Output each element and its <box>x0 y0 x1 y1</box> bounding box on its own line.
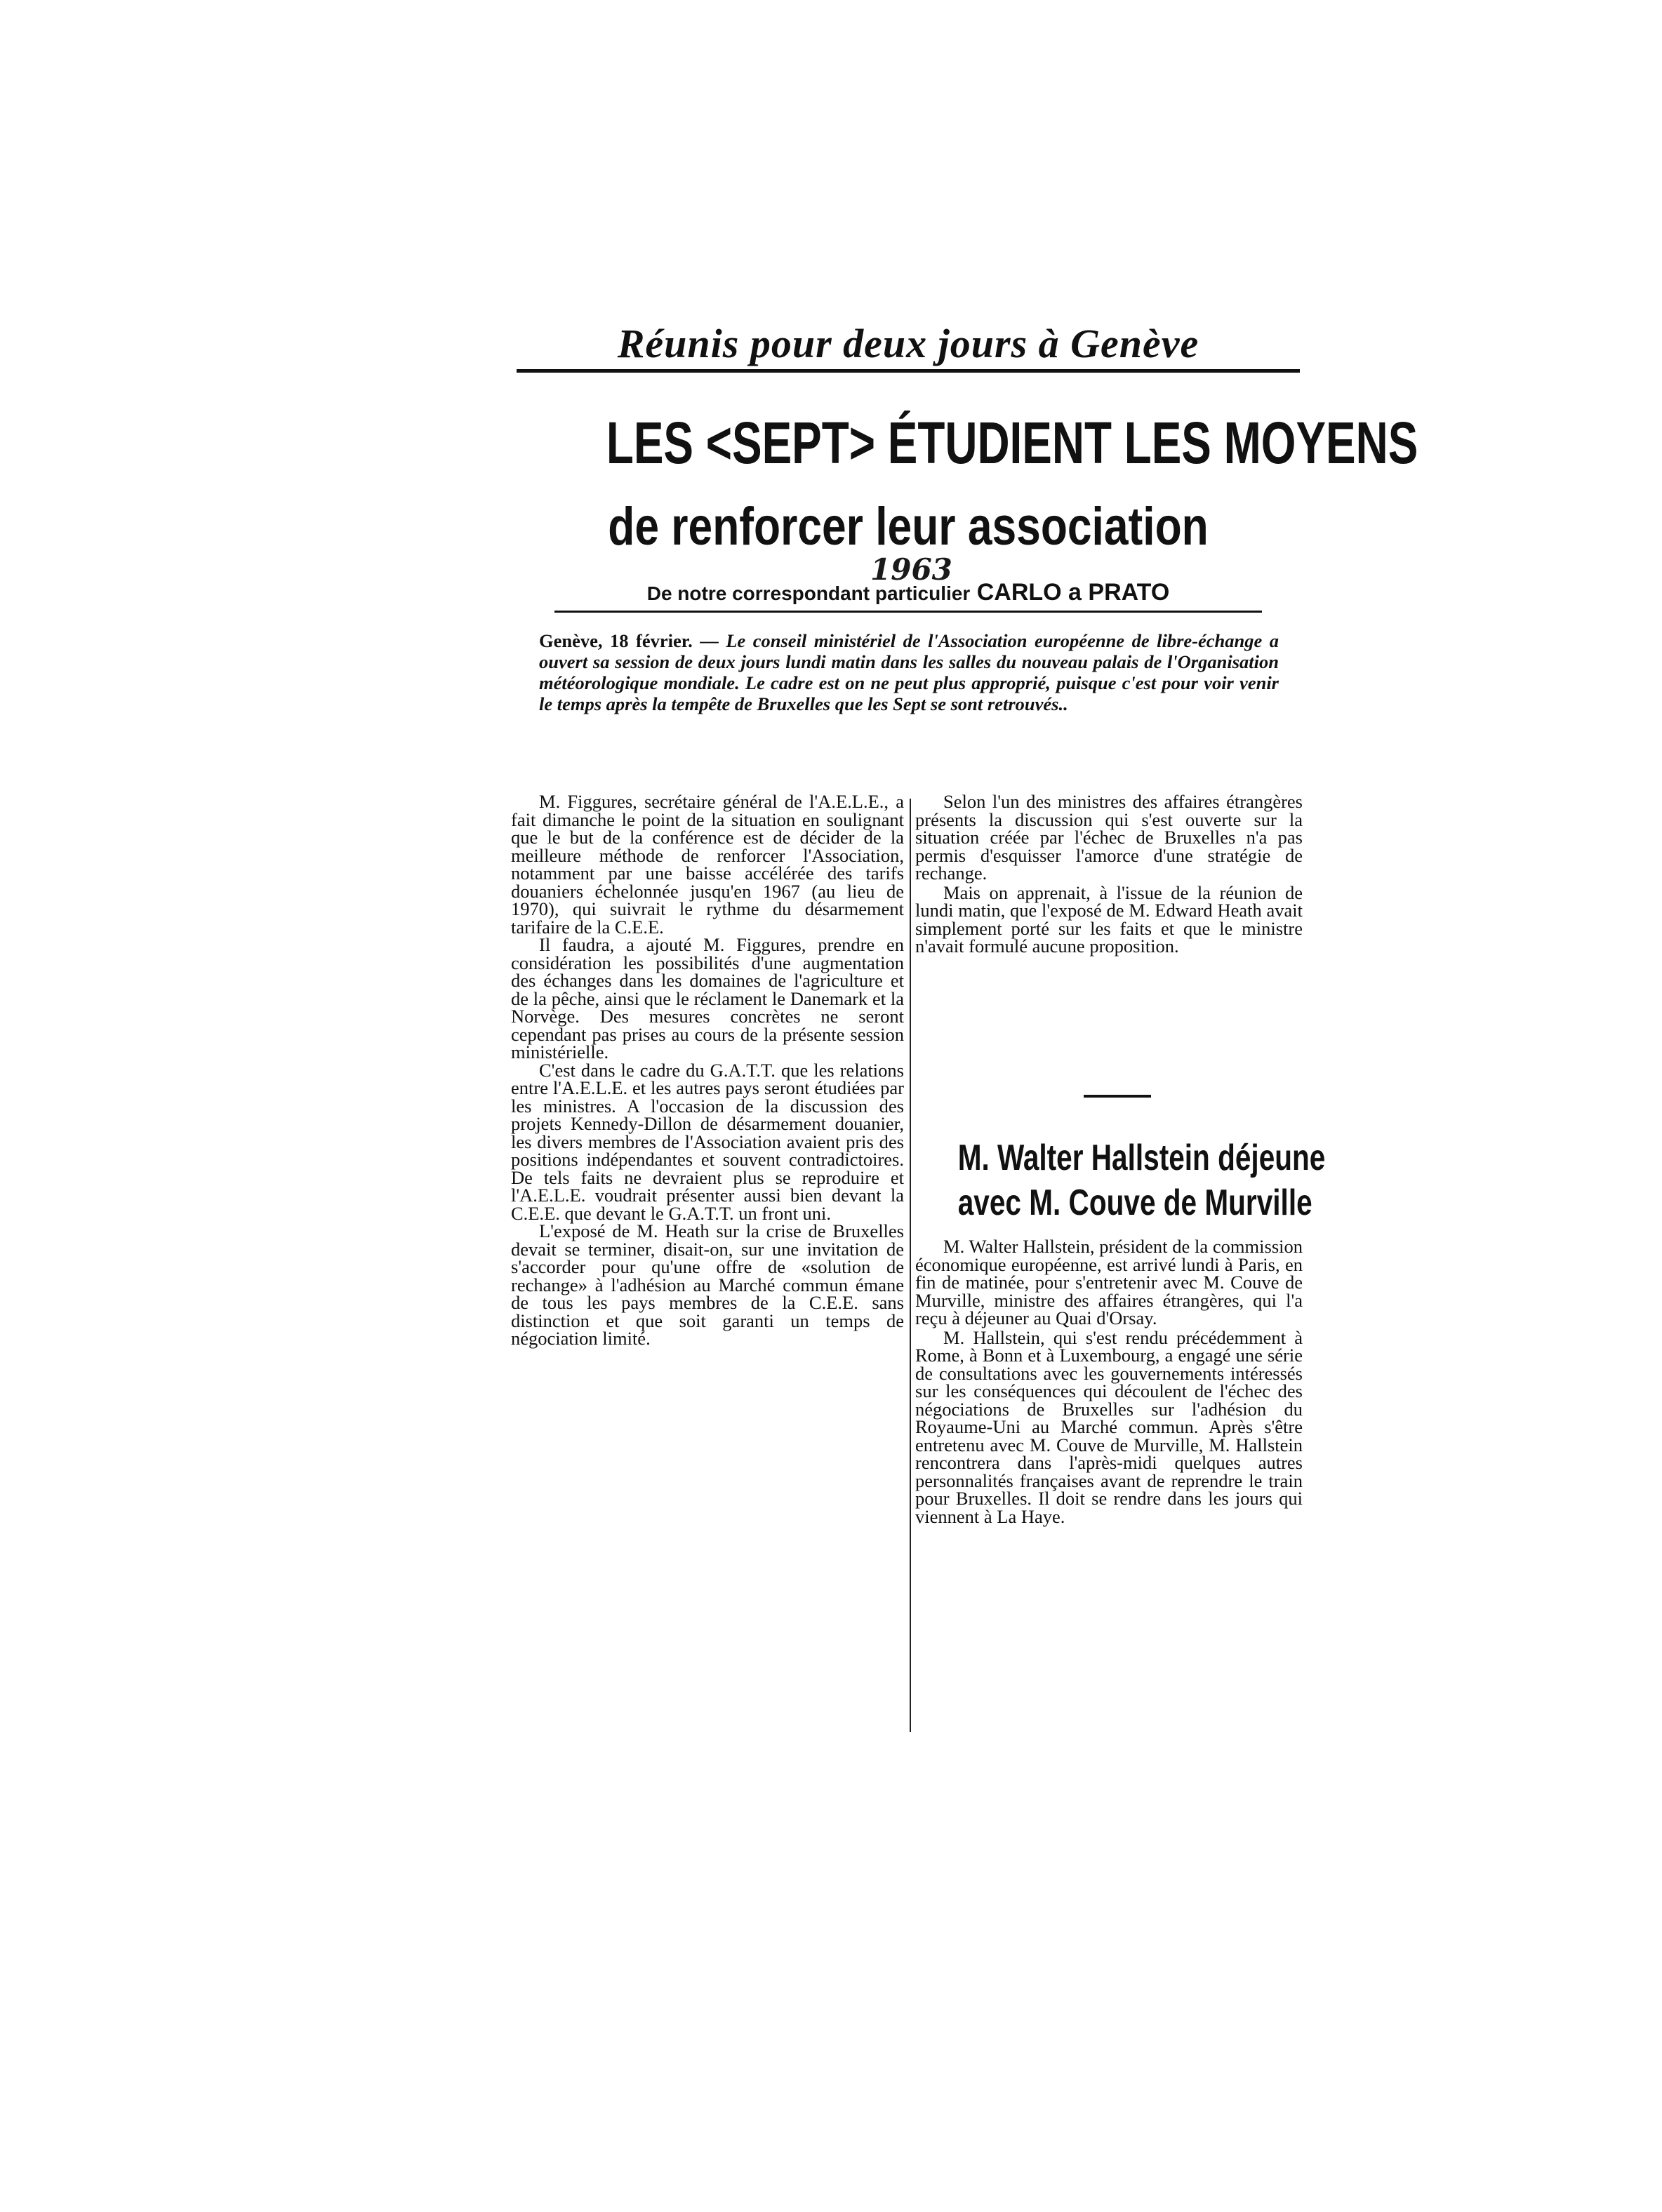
sidebar-headline-line: avec M. Couve de Murville <box>957 1182 1312 1223</box>
right-column <box>915 793 1303 957</box>
body-paragraph: Mais on apprenait, à l'issue de la réunion de lundi matin, que l'exposé de M. Edward Heath avait simplement porté sur les faits et que le ministre n'avait formulé aucune proposition. <box>915 881 1303 957</box>
headline: LES <SEPT> ÉTUDIENT LES MOYENS <box>606 410 1418 476</box>
body-paragraph: M. Hallstein, qui s'est rendu précédemment à Rome, à Bonn et à Luxembourg, a engagé une série de consultations avec les gouvernements intéressés sur les conséquences qui découlent de l'échec des négociations de Bruxelles sur l'adhésion du Royaume-Uni au Marché commun. Après s'être entretenu avec M. Couve de Murville, M. Hallstein rencontrera dans l'après-midi quelques autres personnalités françaises avant de reprendre le train pour Bruxelles. Il doit se rendre dans les jours qui viennent à La Haye. <box>915 1326 1303 1527</box>
body-paragraph: M. Walter Hallstein, président de la commission économique européenne, est arrivé lundi à Paris, en fin de matinée, pour s'entretenir avec M. Couve de Murville, ministre des affaires étrangères, qui l'a reçu à déjeuner au Quai d'Orsay. <box>915 1236 1303 1328</box>
sidebar-headline <box>915 1135 1326 1225</box>
lead-text: Le conseil ministériel de l'Association européenne de libre-échange a ouvert sa session de deux jours lundi matin dans les salles du nouveau palais de l'Organisation météorologique mondiale. Le cadre est on ne peut plus approprié, puisque c'est pour voir venir le temps après la tempête de Bruxelles que les Sept se sont retrouvés.. <box>539 630 1279 714</box>
body-paragraph: Il faudra, a ajouté M. Figgures, prendre en considération les possibilités d'une augmentation des échanges dans les domaines de l'agriculture et de la pêche, ainsi que le réclament le Danemark et la Norvège. Des mesures concrètes ne seront cependant pas prises au cours de la présente session ministérielle. <box>511 934 904 1062</box>
left-column <box>511 793 904 1348</box>
body-paragraph: Selon l'un des ministres des affaires étrangères présents la discussion qui s'est ouverte sur la situation créée par l'échec de Bruxelles n'a pas permis d'esquisser l'amorce d'une stratégie de rechange. <box>915 791 1303 884</box>
sidebar-headline-line: M. Walter Hallstein déjeune <box>957 1138 1326 1178</box>
body-paragraph: M. Figgures, secrétaire général de l'A.E.L.E., a fait dimanche le point de la situation en soulignant que le but de la conférence est de décider de la meilleure méthode de renforcer l'Association, notamment par une baisse accélérée des tarifs douaniers échelonnée jusqu'en 1967 (au lieu de 1970), qui suivrait le rythme du désarmement tarifaire de la C.E.E. <box>511 791 904 938</box>
byline <box>511 578 1305 608</box>
byline-underline <box>554 611 1262 613</box>
sidebar-body <box>915 1238 1303 1527</box>
newspaper-clipping <box>511 321 1418 1739</box>
kicker-title: Réunis pour deux jours à Genève <box>617 321 1199 366</box>
kicker-underline <box>517 369 1300 373</box>
body-paragraph: L'exposé de M. Heath sur la crise de Bruxelles devait se terminer, disait-on, sur une invitation de s'accorder pour qu'une offre de «solution de rechange» à l'adhésion au Marché commun émane de tous les pays membres de la C.E.E. sans distinction et que soit garanti un temps de négociation limité. <box>511 1220 904 1349</box>
subheadline: de renforcer leur association <box>608 497 1209 557</box>
lead-paragraph <box>539 630 1279 714</box>
byline-author: CARLO a PRATO <box>976 579 1170 606</box>
handwritten-year: 1963 <box>870 552 952 587</box>
column-divider <box>910 799 911 1732</box>
byline-prefix: De notre correspondant particulier <box>646 582 971 604</box>
dateline: Genève, 18 février. — <box>539 630 719 651</box>
section-separator <box>1084 1095 1151 1098</box>
body-paragraph: C'est dans le cadre du G.A.T.T. que les relations entre l'A.E.L.E. et les autres pays seront étudiées par les ministres. A l'occasion de la discussion des projets Kennedy-Dillon de désarmement douanier, les divers membres de l'Association avaient pris des positions indépendantes et souvent contradictoires. De tels faits ne devraient plus se reproduire et l'A.E.L.E. voudrait présenter aussi bien devant la C.E.E. que devant le G.A.T.T. un front uni. <box>511 1059 904 1224</box>
